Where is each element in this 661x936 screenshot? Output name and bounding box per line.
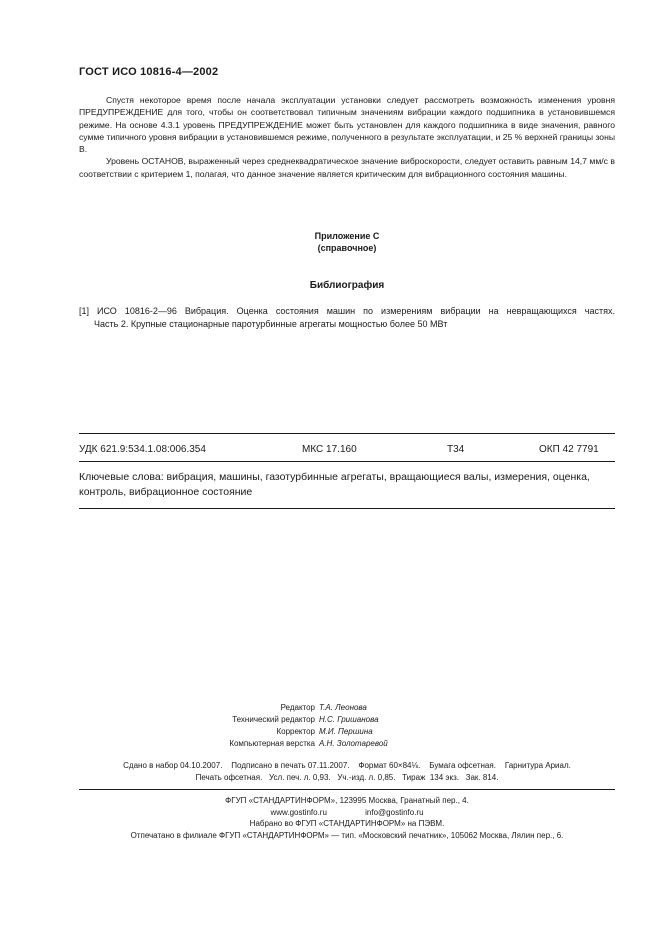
standard-code-header: ГОСТ ИСО 10816-4—2002 <box>79 66 219 78</box>
publisher-contacts <box>79 807 615 819</box>
credit-tech-editor <box>79 714 615 726</box>
divider-bottom <box>79 508 615 509</box>
layout-name: А.Н. Золотаревой <box>319 739 388 748</box>
publisher-address: ФГУП «СТАНДАРТИНФОРМ», 123995 Москва, Гранатный пер., 4. <box>225 796 469 805</box>
mks-code: МКС 17.160 <box>302 444 357 455</box>
publisher-website: www.gostinfo.ru <box>270 807 327 817</box>
typeset-info: Набрано во ФГУП «СТАНДАРТИНФОРМ» на ПЭВМ. <box>249 819 445 828</box>
paragraph-warning-level: Спустя некоторое время после начала эксплуатации установки следует рассмотреть возможность изменения уровня ПРЕДУПРЕЖДЕНИЕ для того, чтобы он соответствовал типичным значениям вибрации каждого подшипника в установившемся режиме. На основе 4.3.1 уровень ПРЕДУПРЕЖДЕНИЕ может быть установлен для каждого подшипника в виде значения, равного сумме типичного уровня вибрации в установившемся режиме, полученного в результате эксплуатации, и 25 % верхней границы зоны B. <box>79 95 615 155</box>
body-text <box>79 94 615 180</box>
paragraph-stop-level: Уровень ОСТАНОВ, выраженный через среднеквадратическое значение виброскорости, следует оставить равным 14,7 мм/с в соответствии с критерием 1, полагая, что данное значение является критическим для вибрационного состояния машины. <box>79 156 615 179</box>
divider-publisher <box>79 789 615 790</box>
credit-editor <box>79 702 615 714</box>
tech-editor-name: Н.С. Гришанова <box>319 715 379 724</box>
corrector-name: М.И. Першина <box>319 727 373 736</box>
udk-code: УДК 621.9:534.1.08:006.354 <box>79 444 206 455</box>
credit-layout <box>79 738 615 750</box>
editor-label: Редактор <box>280 703 315 712</box>
publisher-email: info@gostinfo.ru <box>365 807 424 817</box>
tech-editor-label: Технический редактор <box>232 715 315 724</box>
layout-label: Компьютерная верстка <box>229 739 315 748</box>
annex-title: Приложение C <box>314 231 380 241</box>
printed-info: Отпечатано в филиале ФГУП «СТАНДАРТИНФОРМ» — тип. «Московский печатник», 105062 Москва, Лялин пер., 6. <box>130 830 564 840</box>
divider-middle <box>79 461 615 462</box>
credit-corrector <box>79 726 615 738</box>
divider-top <box>79 433 615 434</box>
corrector-label: Корректор <box>276 727 315 736</box>
print-info-line-1: Сдано в набор 04.10.2007. Подписано в печать 07.11.2007. Формат 60×84⅛. Бумага офсетная. Гарнитура Ариал. <box>123 761 571 770</box>
annex-subtitle: (справочное) <box>317 243 377 253</box>
annex-heading <box>79 230 615 254</box>
bibliography-title: Библиография <box>309 280 385 291</box>
reference-line-2: Часть 2. Крупные стационарные паротурбинные агрегаты мощностью более 50 МВт <box>94 318 448 329</box>
okp-code: ОКП 42 7791 <box>539 444 599 455</box>
print-info-line-2: Печать офсетная. Усл. печ. л. 0,93. Уч.-изд. л. 0,85. Тираж 134 экз. Зак. 814. <box>195 773 499 782</box>
bibliography-reference <box>79 305 615 330</box>
editorial-credits <box>79 702 615 750</box>
t-code: Т34 <box>447 444 465 455</box>
keywords: Ключевые слова: вибрация, машины, газотурбинные агрегаты, вращающиеся валы, измерения, оценка, контроль, вибрационное состояние <box>79 471 590 498</box>
reference-line-1: [1] ИСО 10816-2—96 Вибрация. Оценка состояния машин по измерениям вибрации на невращающихся частях. <box>79 306 615 316</box>
print-info <box>79 760 615 784</box>
publisher-info <box>79 795 615 841</box>
editor-name: Т.А. Леонова <box>319 703 367 712</box>
